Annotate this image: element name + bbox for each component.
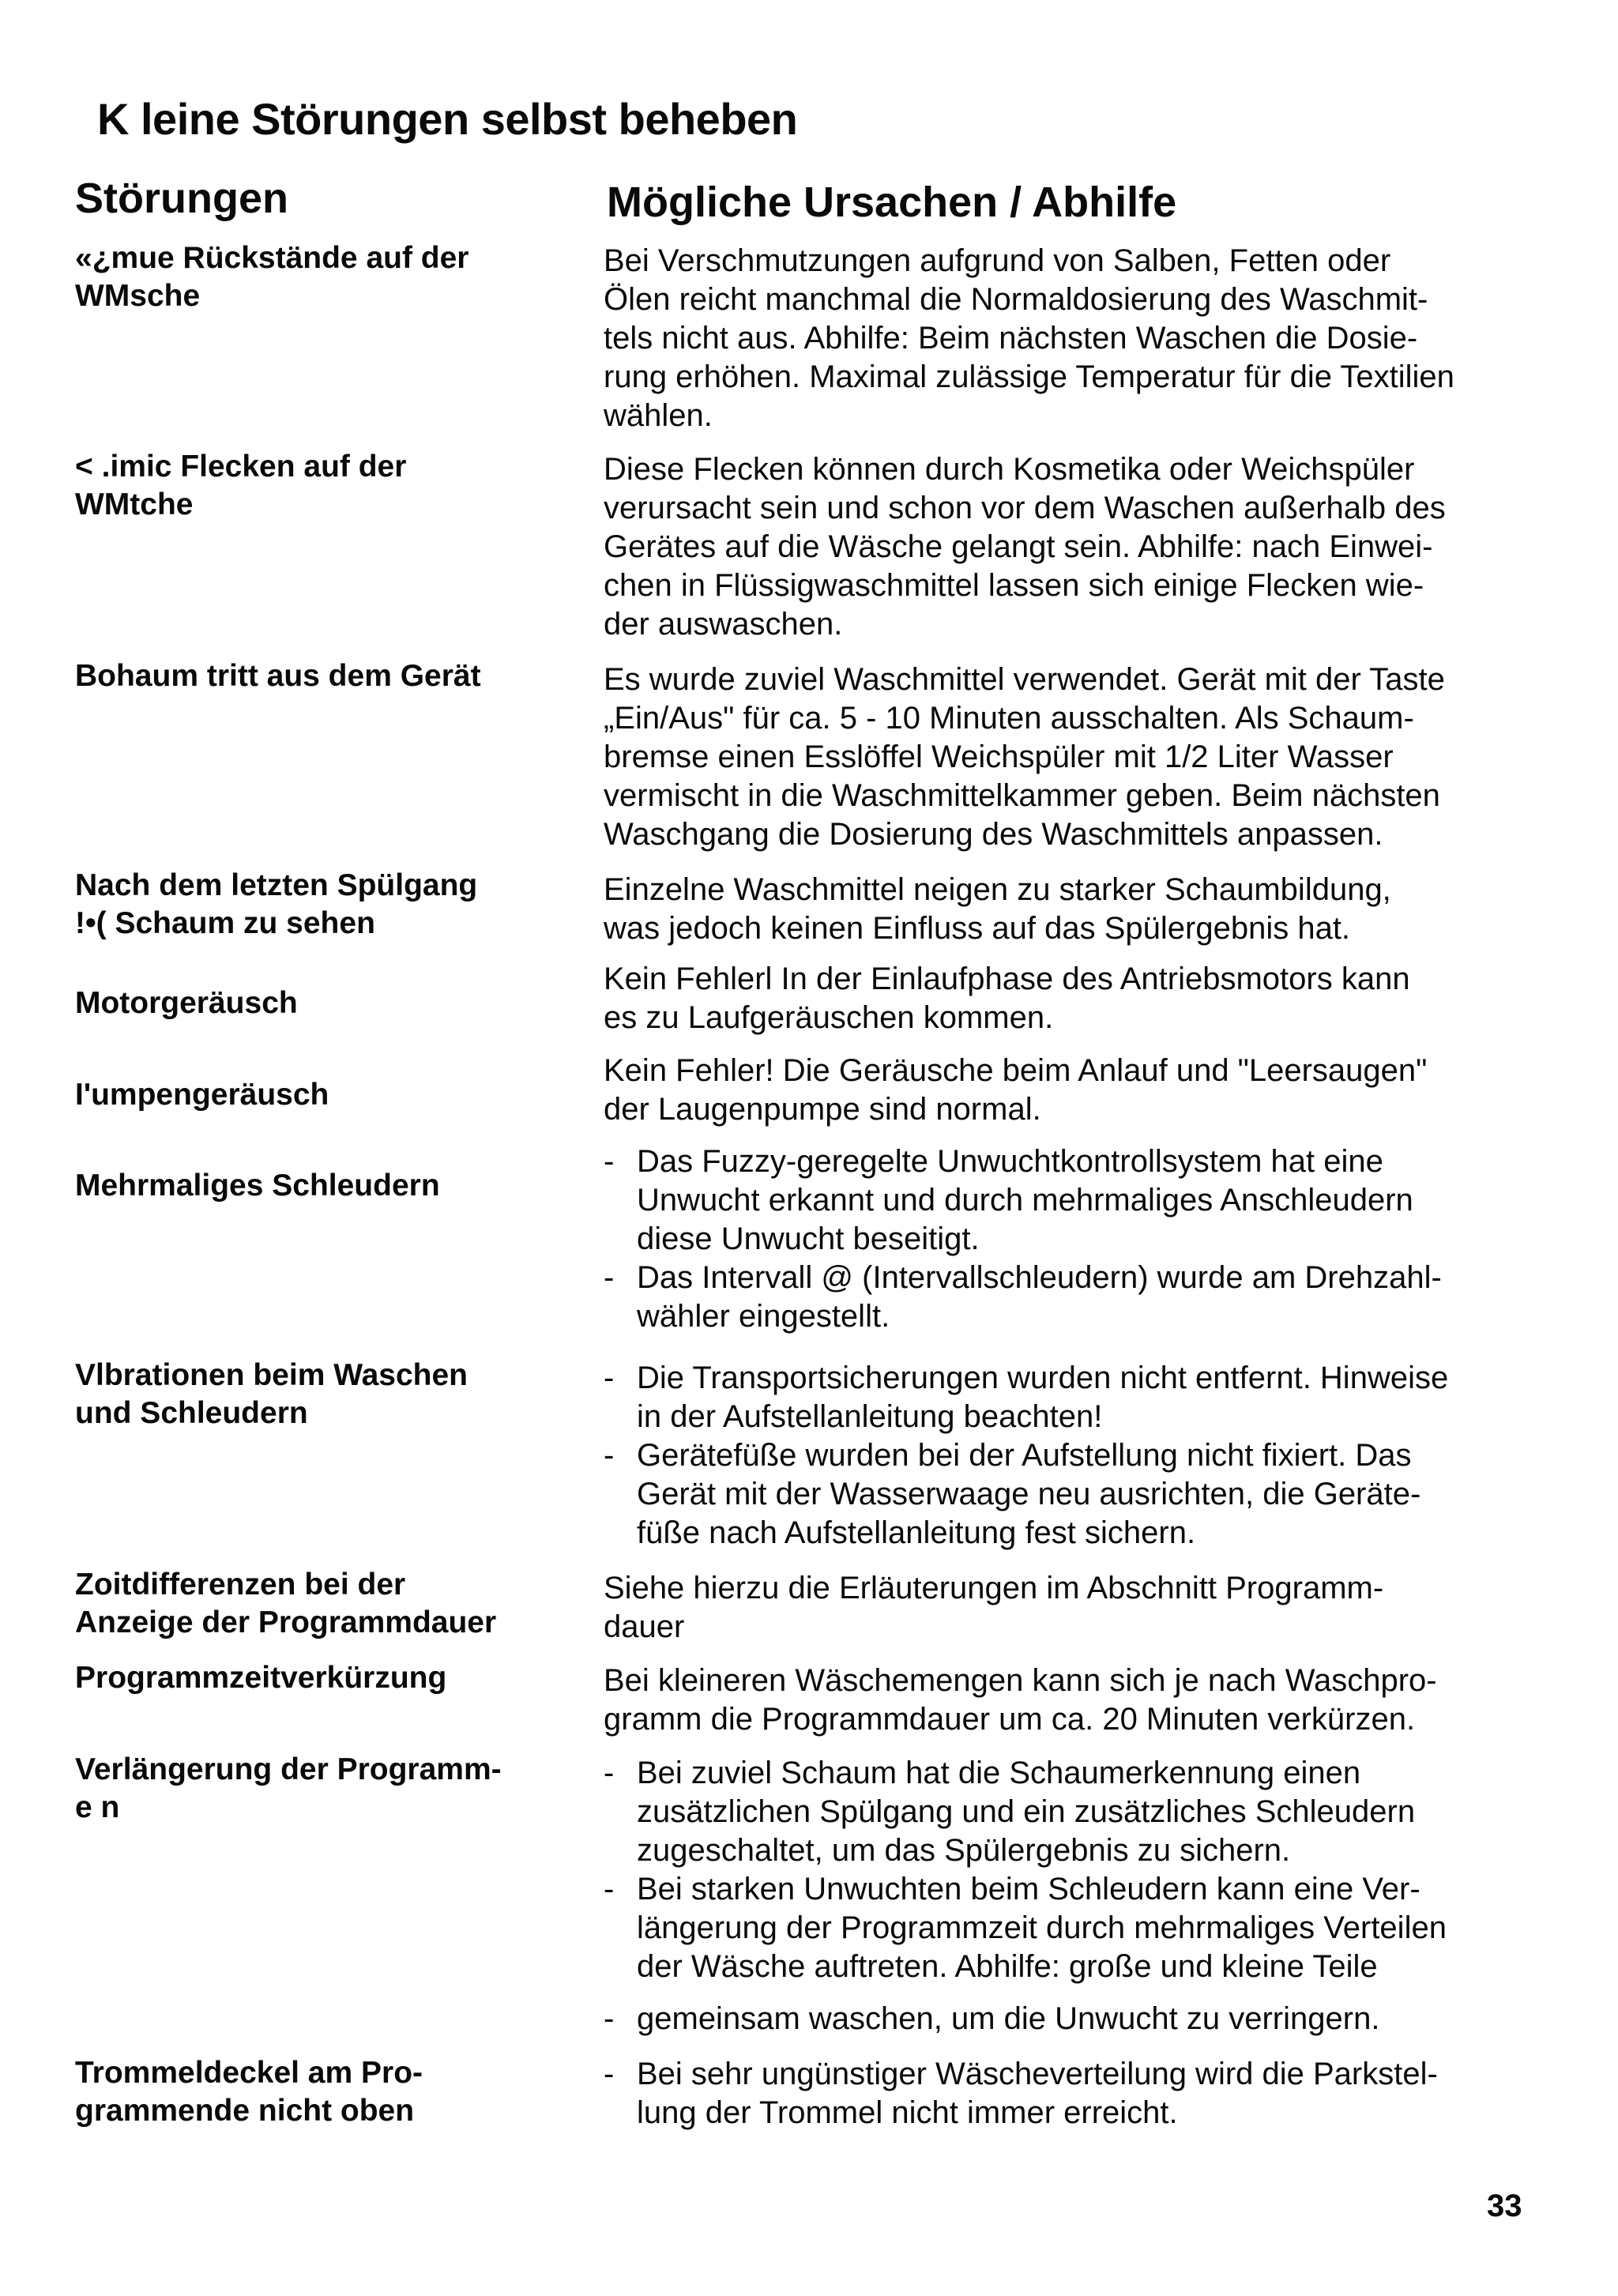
solution-line: Waschgang die Dosierung des Waschmittels anpassen. — [604, 817, 1383, 852]
solution-line: wählen. — [604, 398, 713, 433]
problem-label — [75, 239, 565, 315]
solution-text — [604, 1052, 1536, 1129]
solution-line: Bei starken Unwuchten beim Schleudern kann eine Ver- — [637, 1872, 1420, 1906]
solution-line: Bei Verschmutzungen aufgrund von Salben, Fetten oder — [604, 243, 1391, 278]
solution-line: längerung der Programmzeit durch mehrmaliges Verteilen — [637, 1910, 1447, 1945]
solution-line: zugeschaltet, um das Spülergebnis zu sichern. — [637, 1833, 1291, 1868]
problem-label — [75, 657, 565, 695]
problem-line: grammende nicht oben — [75, 2094, 415, 2128]
solution-line: gemeinsam waschen, um die Unwucht zu verringern. — [637, 2001, 1380, 2036]
problem-label — [75, 1357, 565, 1432]
solution-line: Siehe hierzu die Erläuterungen im Abschnitt Programm- — [604, 1571, 1384, 1605]
bullet-dash: - — [604, 2001, 615, 2036]
problem-line: Vlbrationen beim Waschen — [75, 1358, 468, 1392]
bullet-item — [604, 1259, 1536, 1336]
solution-line: Die Transportsicherungen wurden nicht entfernt. Hinweise — [637, 1361, 1449, 1395]
problem-line: WMsche — [75, 279, 201, 313]
solution-line: Kein Fehler! Die Geräusche beim Anlauf und "Leersaugen" — [604, 1053, 1428, 1088]
solution-text — [604, 1142, 1536, 1336]
solution-line: lung der Trommel nicht immer erreicht. — [637, 2095, 1178, 2130]
header-causes-remedies: Mögliche Ursachen / Abhilfe — [607, 179, 1177, 226]
solution-line: Gerät mit der Wasserwaage neu ausrichten, die Geräte- — [637, 1477, 1421, 1511]
problem-line: !•( Schaum zu sehen — [75, 906, 375, 940]
problem-label — [75, 1751, 565, 1827]
problem-line: WMtche — [75, 487, 194, 521]
solution-line: dauer — [604, 1609, 685, 1644]
problem-label — [75, 984, 565, 1022]
solution-line: Bei zuviel Schaum hat die Schaumerkennung einen — [637, 1756, 1361, 1790]
solution-line: Kein Fehlerl In der Einlaufphase des Antriebsmotors kann — [604, 962, 1410, 996]
solution-line: Ölen reicht manchmal die Normaldosierung des Waschmit- — [604, 282, 1428, 317]
problem-line: Motorgeräusch — [75, 986, 298, 1020]
solution-line: bremse einen Esslöffel Weichspüler mit 1/2 Liter Wasser — [604, 740, 1394, 774]
solution-line: vermischt in die Waschmittelkammer geben. Beim nächsten — [604, 778, 1440, 813]
solution-line: gramm die Programmdauer um ca. 20 Minuten verkürzen. — [604, 1702, 1416, 1737]
bullet-item — [604, 1754, 1536, 1870]
bullet-item — [604, 2000, 1536, 2038]
solution-text — [604, 871, 1536, 948]
problem-line: < .imic Flecken auf der — [75, 450, 407, 484]
solution-text — [604, 2055, 1536, 2132]
solution-text — [604, 1662, 1536, 1739]
problem-label — [75, 448, 565, 524]
solution-line: wähler eingestellt. — [637, 1299, 890, 1334]
solution-line: Das Intervall @ (Intervallschleudern) wurde am Drehzahl- — [637, 1260, 1442, 1295]
problem-label — [75, 1566, 565, 1642]
problem-line: Trommeldeckel am Pro- — [75, 2056, 423, 2090]
solution-line: was jedoch keinen Einfluss auf das Spülergebnis hat. — [604, 911, 1351, 946]
bullet-item — [604, 1436, 1536, 1553]
solution-line: verursacht sein und schon vor dem Waschen außerhalb des — [604, 491, 1446, 525]
solution-line: Bei sehr ungünstiger Wäscheverteilung wird die Parkstel- — [637, 2057, 1438, 2091]
solution-text — [604, 661, 1536, 854]
bullet-dash: - — [604, 1438, 615, 1473]
solution-line: chen in Flüssigwaschmittel lassen sich einige Flecken wie- — [604, 568, 1424, 603]
problem-line: Anzeige der Programmdauer — [75, 1605, 497, 1639]
solution-line: Bei kleineren Wäschemengen kann sich je nach Waschpro- — [604, 1663, 1437, 1698]
solution-text — [604, 1754, 1536, 2038]
solution-line: Das Fuzzy-geregelte Unwuchtkontrollsystem hat eine — [637, 1144, 1383, 1179]
bullet-item — [604, 1142, 1536, 1259]
problem-line: e n — [75, 1790, 120, 1824]
bullet-dash: - — [604, 2057, 615, 2091]
solution-line: Diese Flecken können durch Kosmetika oder Weichspüler — [604, 452, 1415, 487]
page-title: K leine Störungen selbst beheben — [97, 94, 798, 144]
solution-line: der Wäsche auftreten. Abhilfe: große und kleine Teile — [637, 1949, 1378, 1984]
bullet-dash: - — [604, 1260, 615, 1295]
solution-text — [604, 1359, 1536, 1553]
solution-line: zusätzlichen Spülgang und ein zusätzliches Schleudern — [637, 1794, 1416, 1829]
solution-line: Unwucht erkannt und durch mehrmaliges Anschleudern — [637, 1183, 1413, 1218]
page-number: 33 — [1487, 2189, 1522, 2223]
solution-text — [604, 1569, 1536, 1647]
solution-line: diese Unwucht beseitigt. — [637, 1221, 980, 1256]
solution-line: „Ein/Aus" für ca. 5 - 10 Minuten ausschalten. Als Schaum- — [604, 701, 1414, 736]
problem-line: Mehrmaliges Schleudern — [75, 1169, 440, 1203]
solution-line: Einzelne Waschmittel neigen zu starker Schaumbildung, — [604, 872, 1391, 907]
problem-line: und Schleudern — [75, 1396, 308, 1430]
solution-text — [604, 960, 1536, 1037]
solution-text — [604, 450, 1536, 644]
solution-line: rung erhöhen. Maximal zulässige Temperatur für die Textilien — [604, 359, 1454, 394]
problem-line: Programmzeitverkürzung — [75, 1661, 447, 1695]
solution-line: der Laugenpumpe sind normal. — [604, 1092, 1041, 1127]
problem-label — [75, 1659, 565, 1697]
problem-line: Bohaum tritt aus dem Gerät — [75, 659, 481, 693]
problem-line: Nach dem letzten Spülgang — [75, 868, 478, 902]
solution-line: Gerätes auf die Wäsche gelangt sein. Abhilfe: nach Einwei- — [604, 529, 1433, 564]
bullet-item — [604, 1359, 1536, 1436]
bullet-dash: - — [604, 1361, 615, 1395]
header-problems: Störungen — [75, 175, 288, 222]
bullet-item — [604, 1870, 1536, 1986]
bullet-dash: - — [604, 1872, 615, 1906]
bullet-dash: - — [604, 1144, 615, 1179]
problem-line: Zoitdifferenzen bei der — [75, 1568, 406, 1602]
solution-line: der auswaschen. — [604, 607, 843, 642]
bullet-dash: - — [604, 1756, 615, 1790]
problem-line: «¿mue Rückstände auf der — [75, 241, 469, 275]
problem-line: Verlängerung der Programm- — [75, 1752, 502, 1786]
solution-line: es zu Laufgeräuschen kommen. — [604, 1000, 1054, 1035]
solution-text — [604, 242, 1536, 435]
problem-label — [75, 1167, 565, 1205]
problem-line: I'umpengeräusch — [75, 1078, 329, 1112]
solution-line: Es wurde zuviel Waschmittel verwendet. Gerät mit der Taste — [604, 662, 1445, 697]
solution-line: füße nach Aufstellanleitung fest sichern. — [637, 1515, 1196, 1550]
problem-label — [75, 2054, 565, 2130]
solution-line: in der Aufstellanleitung beachten! — [637, 1399, 1103, 1434]
bullet-item — [604, 2055, 1536, 2132]
solution-line: tels nicht aus. Abhilfe: Beim nächsten Waschen die Dosie- — [604, 321, 1418, 356]
problem-label — [75, 867, 565, 943]
problem-label — [75, 1076, 565, 1114]
solution-line: Gerätefüße wurden bei der Aufstellung nicht fixiert. Das — [637, 1438, 1412, 1473]
